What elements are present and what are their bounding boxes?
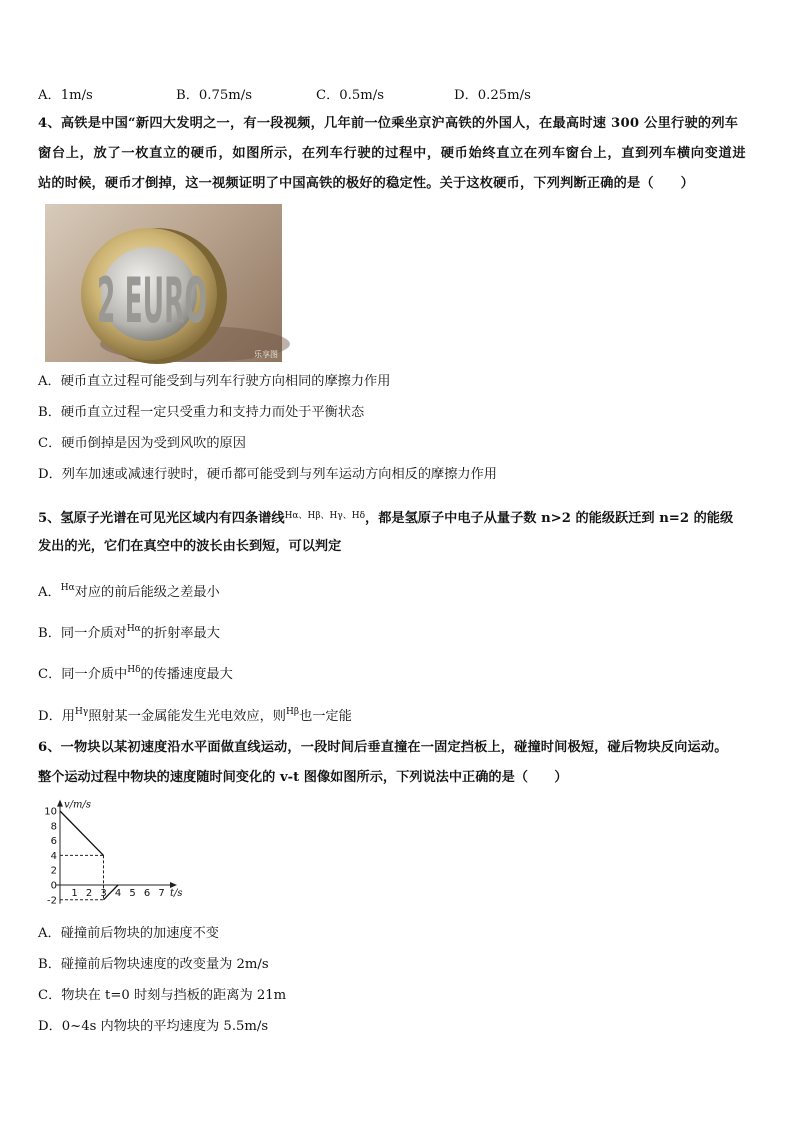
q5-c-symbol: Hδ: [127, 665, 141, 675]
q5-option-a: [38, 578, 220, 603]
q4-option-c: C．硬币倒掉是因为受到风吹的原因: [38, 436, 246, 451]
y-axis-label: v/m/s: [64, 799, 92, 811]
q5-c-text-post: 的传播速度最大: [140, 667, 233, 682]
q5-stem-line2: 发出的光，它们在真空中的波长由长到短，可以判定: [38, 539, 342, 554]
q5-b-text-post: 的折射率最大: [140, 626, 220, 641]
y-tick-label: 10: [44, 806, 57, 818]
q6-option-d: D．0~4s 内物块的平均速度为 5.5m/s: [38, 1019, 269, 1034]
q4-option-d: D．列车加速或减速行驶时，硬币都可能受到与列车运动方向相反的摩擦力作用: [38, 467, 497, 482]
q3-option-a: A．1m/s: [38, 88, 93, 103]
q3-option-b: B．0.75m/s: [176, 88, 252, 103]
q4-option-a: A．硬币直立过程可能受到与列车行驶方向相同的摩擦力作用: [38, 374, 391, 389]
y-axis-arrow: [57, 800, 63, 807]
q5-a-text: 对应的前后能级之差最小: [74, 585, 220, 600]
y-tick-label: -2: [47, 895, 57, 907]
q4-option-b: B．硬币直立过程一定只受重力和支持力而处于平衡状态: [38, 405, 365, 420]
y-tick-label: 4: [50, 850, 57, 862]
q3-option-c: C．0.5m/s: [316, 88, 384, 103]
q6-option-c: C．物块在 t=0 时刻与挡板的距离为 21m: [38, 988, 287, 1003]
coin-photo: [45, 204, 282, 362]
q6-stem-line2: 整个运动过程中物块的速度随时间变化的 v-t 图像如图所示，下列说法中正确的是（ ）: [38, 770, 568, 785]
q4-stem-line3: 站的时候，硬币才倒掉，这一视频证明了中国高铁的极好的稳定性。关于这枚硬币，下列判断正确的是（ ）: [38, 176, 694, 191]
coin-denomination: 2 EURO: [97, 264, 207, 337]
q5-stem-pre: 5、氢原子光谱在可见光区域内有四条谱线: [38, 511, 285, 526]
x-tick-label: 7: [158, 888, 165, 899]
y-tick-label: 6: [50, 836, 57, 848]
x-tick-label: 1: [71, 888, 78, 899]
q4-stem-line1: 4、高铁是中国“新四大发明之一，有一段视频，几年前一位乘坐京沪高铁的外国人，在最高时速 300 公里行驶的列车: [38, 116, 739, 131]
q5-a-symbol: Hα: [60, 583, 75, 593]
q5-d-text-post: 也一定能: [299, 709, 352, 724]
q5-b-symbol: Hα: [126, 624, 141, 634]
y-tick-label: 2: [50, 865, 57, 877]
q5-d-symbol2: Hβ: [286, 707, 300, 717]
q6-option-a: A．碰撞前后物块的加速度不变: [38, 926, 219, 941]
x-tick-label: 3: [100, 888, 107, 899]
q5-b-text-pre: B．同一介质对: [38, 626, 127, 641]
q6-stem-line1: 6、一物块以某初速度沿水平面做直线运动，一段时间后垂直撞在一固定挡板上，碰撞时间极短，碰后物块反向运动。: [38, 740, 728, 755]
q5-spectral-lines: Hα、Hβ、Hγ、Hδ: [284, 511, 366, 521]
x-tick-label: 5: [129, 888, 136, 899]
x-tick-label: 4: [114, 888, 122, 899]
vt-graph: [30, 797, 200, 912]
q5-option-b: [38, 619, 220, 644]
q5-option-d: [38, 702, 352, 727]
x-axis-label: t/s: [170, 888, 183, 899]
q5-c-text-pre: C．同一介质中: [38, 667, 128, 682]
q5-stem-post: ，都是氢原子中电子从量子数 n>2 的能级跃迁到 n=2 的能级: [365, 511, 734, 526]
q5-d-text-mid: 照射某一金属能发生光电效应，则: [88, 709, 286, 724]
x-tick-label: 6: [143, 888, 151, 899]
q4-stem-line2: 窗台上，放了一枚直立的硬币，如图所示，在列车行驶的过程中，硬币始终直立在列车窗台上，直到列车横向变道进: [38, 146, 747, 161]
q5-d-text-pre: D．用: [38, 709, 75, 724]
q5-d-symbol: Hγ: [74, 707, 89, 717]
q5-option-c: [38, 660, 233, 685]
q5-stem-line1: [38, 506, 733, 529]
y-tick-label: 0: [50, 880, 57, 892]
series-line-1: [60, 811, 104, 855]
coin-illustration: [45, 204, 282, 362]
x-tick-label: 2: [85, 888, 93, 899]
photo-watermark: 乐享图: [254, 350, 278, 359]
y-tick-label: 8: [50, 821, 57, 833]
q5-a-label: A．: [38, 585, 61, 600]
q6-option-b: B．碰撞前后物块速度的改变量为 2m/s: [38, 957, 269, 972]
q3-option-d: D．0.25m/s: [454, 88, 531, 103]
